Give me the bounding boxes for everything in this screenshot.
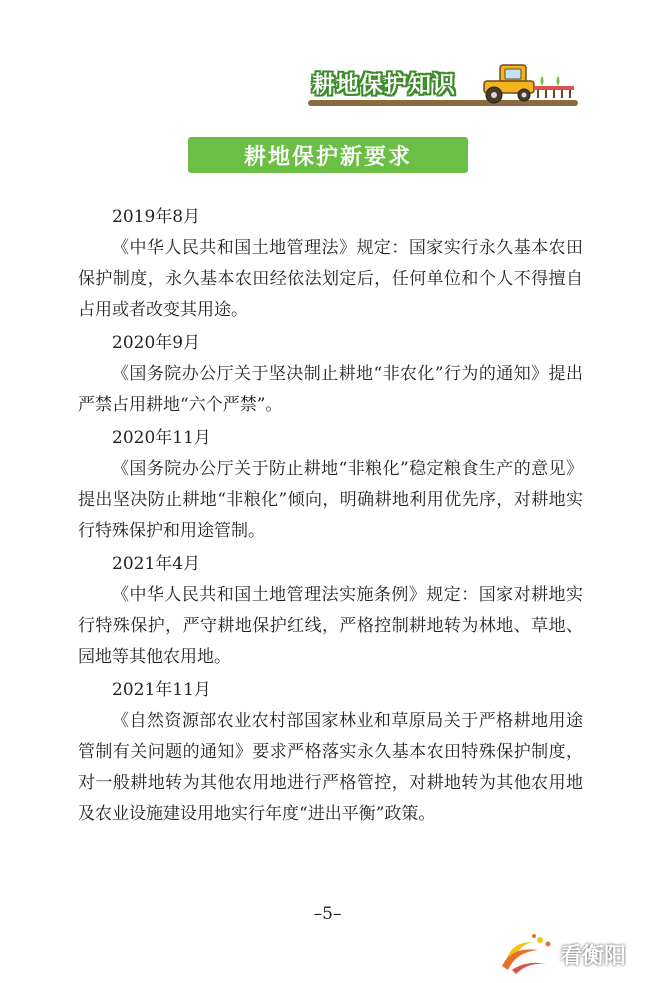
tractor-icon xyxy=(478,62,578,104)
entry xyxy=(78,202,583,326)
page-number: –5– xyxy=(313,904,342,924)
entry-date: 2021年4月 xyxy=(112,554,201,574)
entry-date: 2020年9月 xyxy=(112,333,201,353)
section-title-banner xyxy=(188,137,468,173)
entry-date: 2020年11月 xyxy=(112,428,211,448)
entry xyxy=(78,549,583,673)
entry-text: 《中华人民共和国土地管理法实施条例》规定：国家对耕地实行特殊保护，严守耕地保护红线，严格控制耕地转为林地、草地、园地等其他农用地。 xyxy=(78,585,583,667)
entry-text: 《国务院办公厅关于坚决制止耕地“非农化”行为的通知》提出严禁占用耕地“六个严禁”。 xyxy=(78,364,583,415)
entry-text: 《中华人民共和国土地管理法》规定：国家实行永久基本农田保护制度，永久基本农田经依法划定后，任何单位和个人不得擅自占用或者改变其用途。 xyxy=(78,238,583,320)
entry-date: 2021年11月 xyxy=(112,680,211,700)
entry xyxy=(78,328,583,421)
header-badge xyxy=(300,58,585,110)
watermark-text: 看衡阳 xyxy=(560,944,627,969)
watermark xyxy=(498,930,648,976)
entry xyxy=(78,675,583,830)
section-title: 耕地保护新要求 xyxy=(243,144,412,170)
entry-date: 2019年8月 xyxy=(112,207,201,227)
entry-text: 《国务院办公厅关于防止耕地“非粮化”稳定粮食生产的意见》提出坚决防止耕地“非粮化”倾向，明确耕地利用优先序，对耕地实行特殊保护和用途管制。 xyxy=(78,459,583,541)
content-body xyxy=(78,202,583,832)
header-title: 耕地保护知识 xyxy=(312,72,456,98)
entry xyxy=(78,423,583,547)
entry-text: 《自然资源部农业农村部国家林业和草原局关于严格耕地用途管制有关问题的通知》要求严格落实永久基本农田特殊保护制度，对一般耕地转为其他农用地进行严格管控，对耕地转为其他农用地及农业设施建设用地实行年度“进出平衡”政策。 xyxy=(78,711,583,824)
hengyang-logo-icon xyxy=(498,930,560,976)
